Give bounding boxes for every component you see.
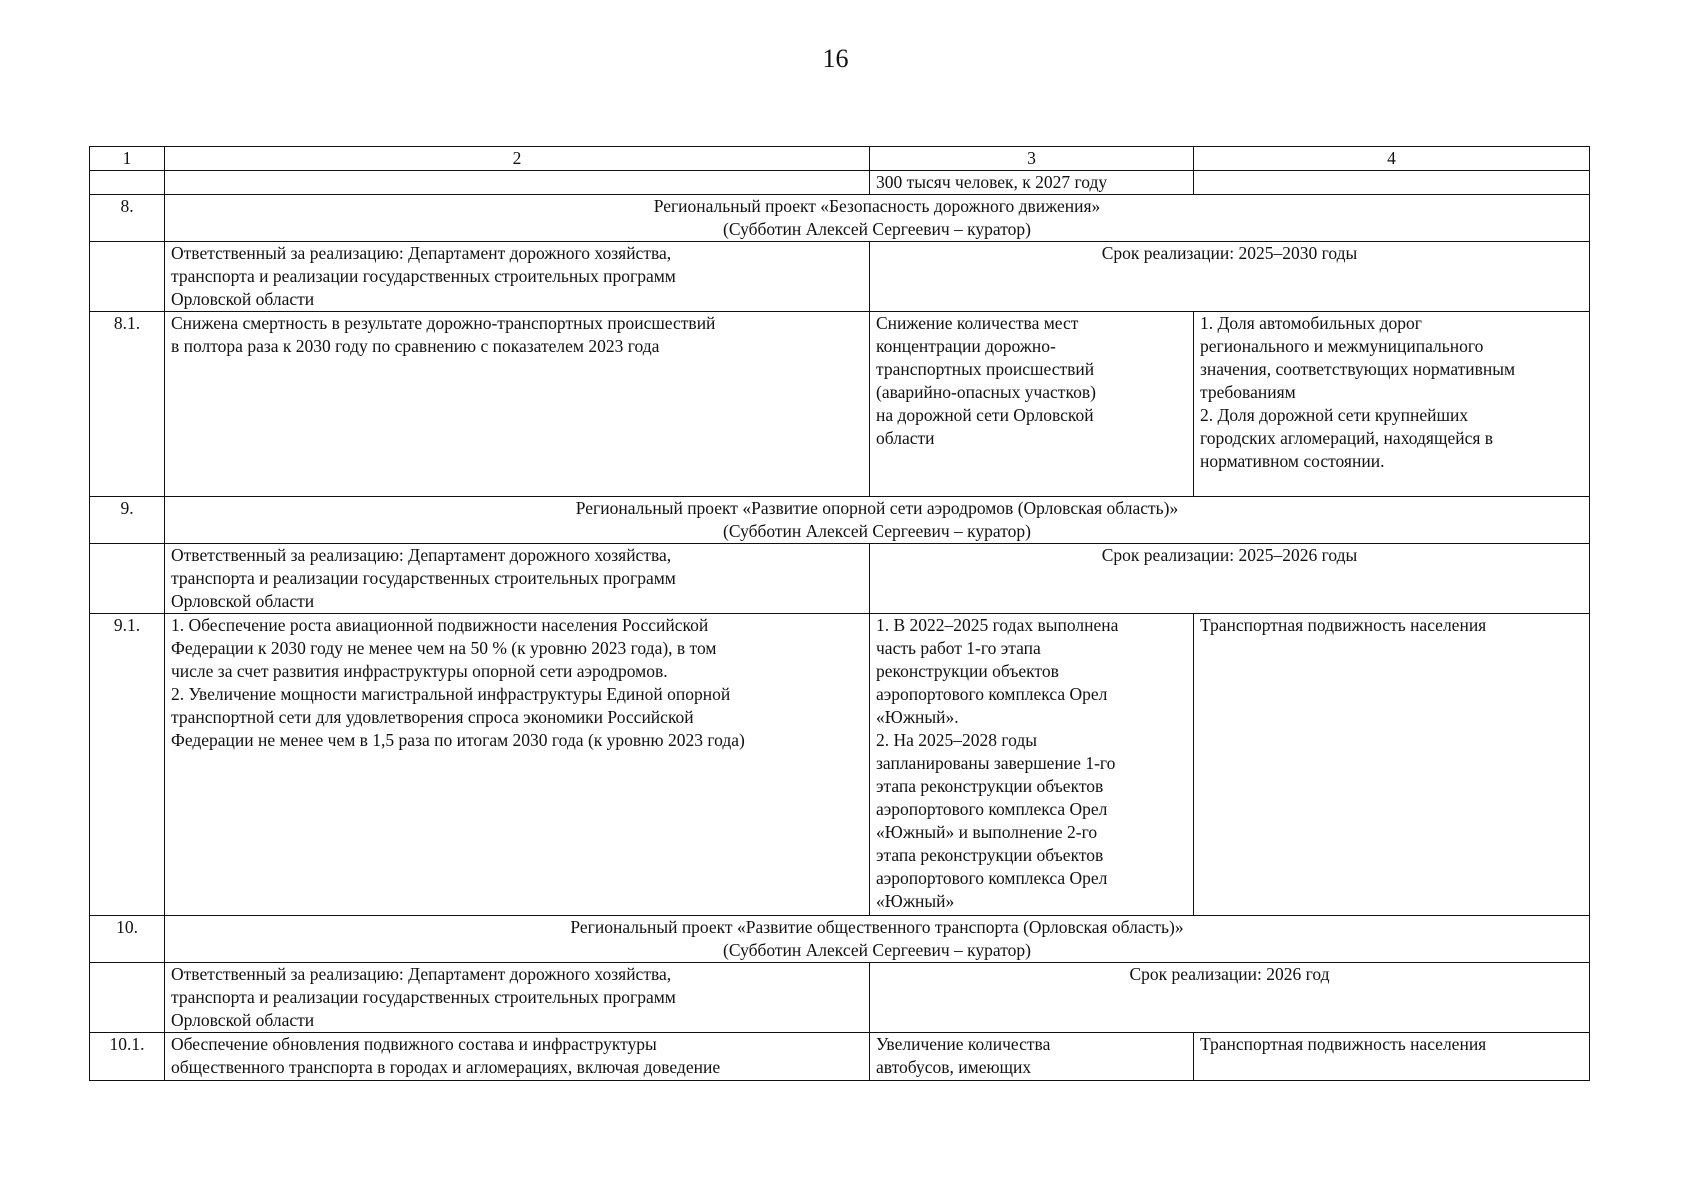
- implementation-period: Срок реализации: 2025–2026 годы: [870, 544, 1590, 614]
- column-header-3: 3: [870, 147, 1194, 171]
- continuation-indicator-cell: [1194, 171, 1590, 195]
- item-number: 9.1.: [90, 614, 165, 916]
- item-goal: 1. Обеспечение роста авиационной подвижности населения Российской Федерации к 2030 году не менее чем на 50 % (к уровню 2023 года), в том числе за счет развития инфраструктуры опорной сети аэродромов. 2. Увеличение мощности магистральной инфраструктуры Единой опорной транспортной сети для удовлетворения спроса экономики Российской Федерации не менее чем в 1,5 раза по итогам 2030 года (к уровню 2023 года): [165, 614, 870, 916]
- column-header-4: 4: [1194, 147, 1590, 171]
- responsible-department: Ответственный за реализацию: Департамент дорожного хозяйства, транспорта и реализации государственных строительных программ Орловской области: [165, 963, 870, 1033]
- project-title: Региональный проект «Безопасность дорожного движения» (Субботин Алексей Сергеевич – куратор): [165, 195, 1590, 242]
- empty-cell: [90, 963, 165, 1033]
- item-result: 1. В 2022–2025 годах выполнена часть работ 1-го этапа реконструкции объектов аэропортового комплекса Орел «Южный». 2. На 2025–2028 годы запланированы завершение 1-го этапа реконструкции объектов аэропортового комплекса Орел «Южный» и выполнение 2-го этапа реконструкции объектов аэропортового комплекса Орел «Южный»: [870, 614, 1194, 916]
- item-goal: Снижена смертность в результате дорожно-транспортных происшествий в полтора раза к 2030 году по сравнению с показателем 2023 года: [165, 312, 870, 497]
- project-item-row: [90, 1033, 1590, 1081]
- project-title: Региональный проект «Развитие опорной сети аэродромов (Орловская область)» (Субботин Алексей Сергеевич – куратор): [165, 497, 1590, 544]
- project-title: Региональный проект «Развитие общественного транспорта (Орловская область)» (Субботин Алексей Сергеевич – куратор): [165, 916, 1590, 963]
- project-responsible-row: [90, 963, 1590, 1033]
- item-indicator: Транспортная подвижность населения: [1194, 1033, 1590, 1081]
- project-number: 9.: [90, 497, 165, 544]
- page-number: 16: [822, 44, 849, 73]
- item-result: Увеличение количества автобусов, имеющих: [870, 1033, 1194, 1081]
- project-title-row: [90, 497, 1590, 544]
- project-number: 10.: [90, 916, 165, 963]
- project-title-row: [90, 195, 1590, 242]
- continuation-goal-cell: [165, 171, 870, 195]
- project-title-row: [90, 916, 1590, 963]
- continuation-result-cell: 300 тысяч человек, к 2027 году: [870, 171, 1194, 195]
- project-item-row: [90, 614, 1590, 916]
- implementation-period: Срок реализации: 2025–2030 годы: [870, 242, 1590, 312]
- continuation-num-cell: [90, 171, 165, 195]
- empty-cell: [90, 544, 165, 614]
- item-goal: Обеспечение обновления подвижного состава и инфраструктуры общественного транспорта в городах и агломерациях, включая доведение: [165, 1033, 870, 1081]
- project-item-row: [90, 312, 1590, 497]
- column-header-1: 1: [90, 147, 165, 171]
- empty-cell: [90, 242, 165, 312]
- table-header-row: [90, 147, 1590, 171]
- item-result: Снижение количества мест концентрации дорожно- транспортных происшествий (аварийно-опасных участков) на дорожной сети Орловской области: [870, 312, 1194, 497]
- item-number: 8.1.: [90, 312, 165, 497]
- project-number: 8.: [90, 195, 165, 242]
- responsible-department: Ответственный за реализацию: Департамент дорожного хозяйства, транспорта и реализации государственных строительных программ Орловской области: [165, 544, 870, 614]
- projects-table: [89, 146, 1590, 1081]
- item-indicator: Транспортная подвижность населения: [1194, 614, 1590, 916]
- responsible-department: Ответственный за реализацию: Департамент дорожного хозяйства, транспорта и реализации государственных строительных программ Орловской области: [165, 242, 870, 312]
- item-indicator: 1. Доля автомобильных дорог регионального и межмуниципального значения, соответствующих нормативным требованиям 2. Доля дорожной сети крупнейших городских агломераций, находящейся в нормативном состоянии.: [1194, 312, 1590, 497]
- item-number: 10.1.: [90, 1033, 165, 1081]
- implementation-period: Срок реализации: 2026 год: [870, 963, 1590, 1033]
- column-header-2: 2: [165, 147, 870, 171]
- project-responsible-row: [90, 242, 1590, 312]
- project-responsible-row: [90, 544, 1590, 614]
- continuation-row: [90, 171, 1590, 195]
